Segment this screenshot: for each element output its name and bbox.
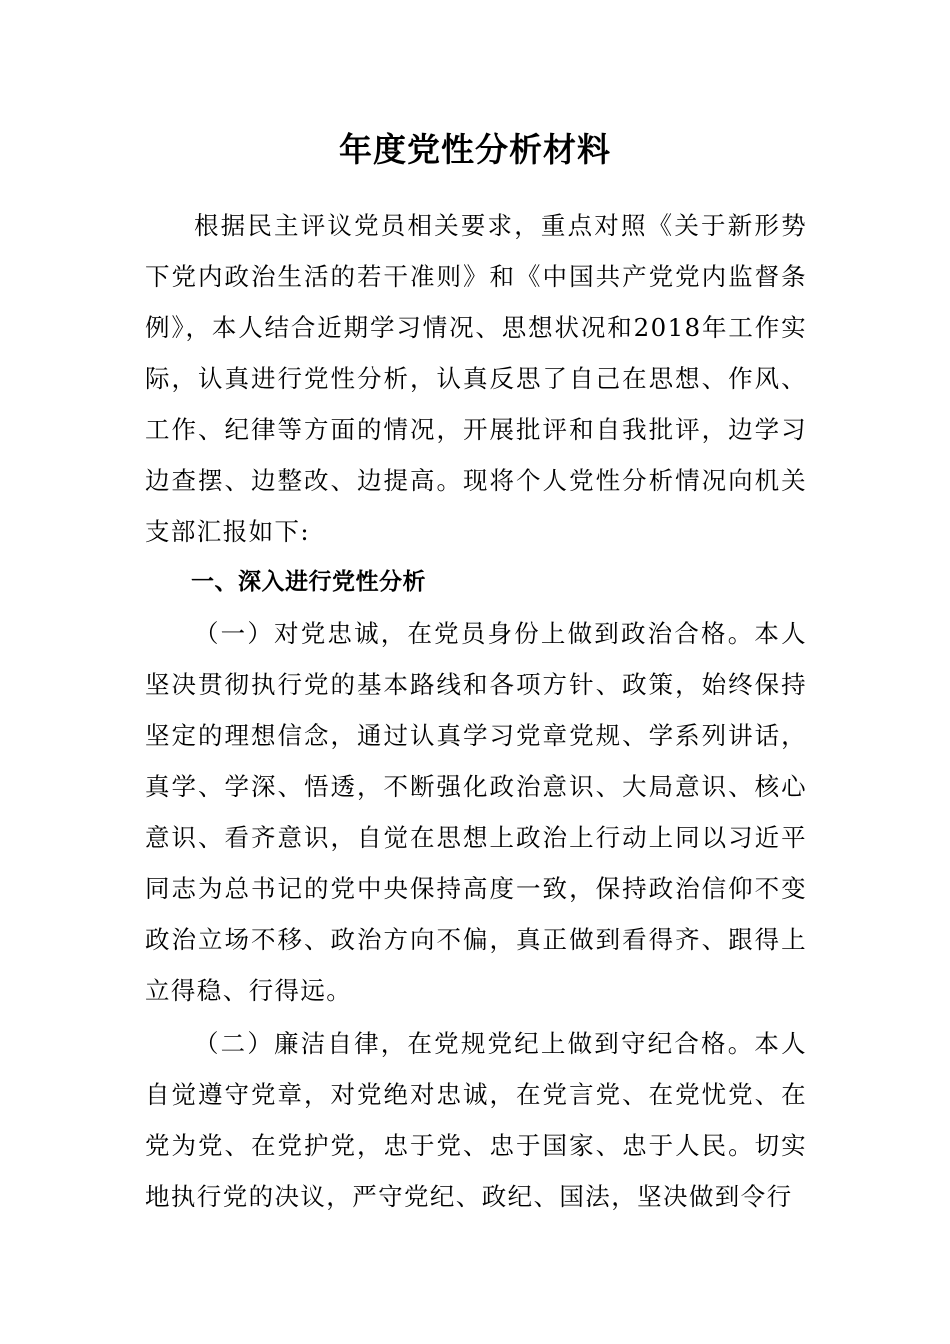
section-heading: 一、深入进行党性分析 [191, 569, 426, 595]
intro-paragraph: 根据民主评议党员相关要求，重点对照《关于新形势下党内政治生活的若干准则》和《中国共产党党内监督条例》，本人结合近期学习情况、思想状况和2018年工作实际，认真进行党性分析，认真反思了自己在思想、作风、工作、纪律等方面的情况，开展批评和自我批评，边学习边查摆、边整改、边提高。现将个人党性分析情况向机关支部汇报如下: [145, 211, 807, 546]
document-body [145, 200, 807, 1222]
subsection-2-paragraph: （二）廉洁自律，在党规党纪上做到守纪合格。本人自觉遵守党章，对党绝对忠诚，在党言党、在党忧党、在党为党、在党护党，忠于党、忠于国家、忠于人民。切实地执行党的决议，严守党纪、政纪、国法，坚决做到令行 [145, 1029, 807, 1211]
document-title: 年度党性分析材料 [339, 130, 611, 169]
subsection-1-paragraph: （一）对党忠诚，在党员身份上做到政治合格。本人坚决贯彻执行党的基本路线和各项方针、政策，始终保持坚定的理想信念，通过认真学习党章党规、学系列讲话，真学、学深、悟透，不断强化政治意识、大局意识、核心意识、看齐意识，自觉在思想上政治上行动上同以习近平同志为总书记的党中央保持高度一致，保持政治信仰不变政治立场不移、政治方向不偏，真正做到看得齐、跟得上立得稳、行得远。 [145, 619, 807, 1005]
